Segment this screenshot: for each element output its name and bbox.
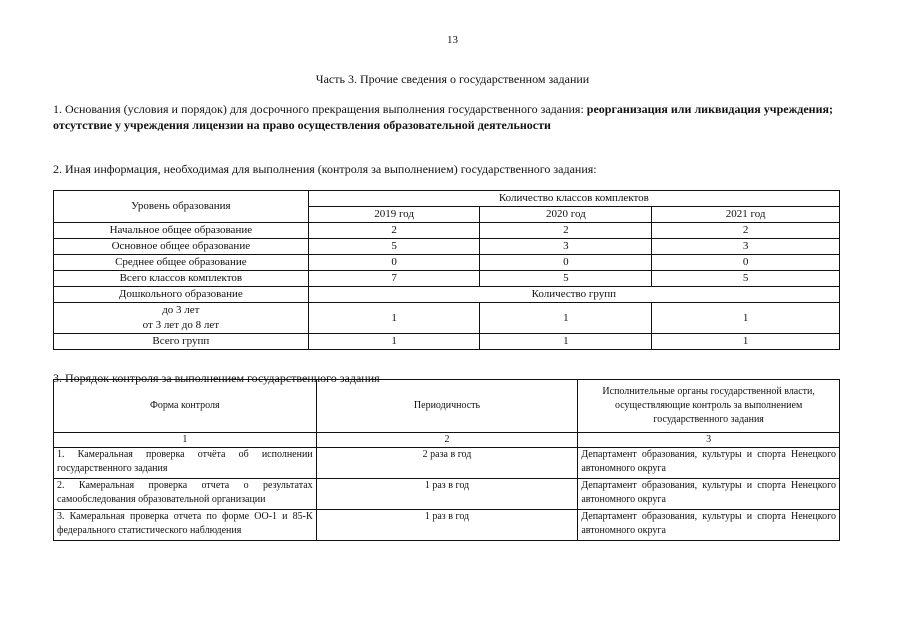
column-number: 2 bbox=[316, 433, 578, 448]
cell-value: 1 bbox=[480, 303, 652, 334]
control-header-row bbox=[54, 380, 840, 433]
control-form: 2. Камеральная проверка отчета о результатах самообследования образовательной организации bbox=[54, 479, 317, 510]
column-number: 1 bbox=[54, 433, 317, 448]
age-3-to-8: от 3 лет до 8 лет bbox=[142, 319, 220, 331]
control-period: 1 раз в год bbox=[316, 479, 578, 510]
termination-grounds-reasons: реорганизация или ликвидация учреждения; отсутствие у учреждения лицензии на право осуществления образовательной деятельности bbox=[53, 102, 833, 132]
cell-value: 2 bbox=[652, 223, 840, 239]
cell-value: 1 bbox=[652, 303, 840, 334]
control-org: Департамент образования, культуры и спорта Ненецкого автономного округа bbox=[578, 510, 840, 541]
classes-table bbox=[53, 190, 840, 350]
cell-value: 1 bbox=[308, 334, 480, 350]
table-row bbox=[54, 303, 840, 334]
control-form: 1. Камеральная проверка отчёта об исполнении государственного задания bbox=[54, 448, 317, 479]
cell-value: 1 bbox=[480, 334, 652, 350]
cell-value: 1 bbox=[652, 334, 840, 350]
header-level: Уровень образования bbox=[54, 191, 309, 223]
table-row bbox=[54, 448, 840, 479]
age-group-label bbox=[54, 303, 309, 334]
other-info-heading: 2. Иная информация, необходимая для выполнения (контроля за выполнением) государственного задания: bbox=[53, 162, 597, 176]
control-numbers-row bbox=[54, 433, 840, 448]
cell-value: 2 bbox=[308, 223, 480, 239]
cell-value: 5 bbox=[308, 239, 480, 255]
control-period: 2 раза в год bbox=[316, 448, 578, 479]
preschool-label: Дошкольного образование bbox=[54, 287, 309, 303]
cell-value: 5 bbox=[480, 271, 652, 287]
cell-value: 3 bbox=[652, 239, 840, 255]
table-row bbox=[54, 239, 840, 255]
header-period: Периодичность bbox=[316, 380, 578, 433]
row-label: Основное общее образование bbox=[54, 239, 309, 255]
cell-value: 3 bbox=[480, 239, 652, 255]
control-org: Департамент образования, культуры и спорта Ненецкого автономного округа bbox=[578, 448, 840, 479]
header-form: Форма контроля bbox=[54, 380, 317, 433]
termination-grounds bbox=[53, 101, 853, 133]
column-number: 3 bbox=[578, 433, 840, 448]
table-row bbox=[54, 223, 840, 239]
cell-value: 5 bbox=[652, 271, 840, 287]
row-label: Всего групп bbox=[54, 334, 309, 350]
year-2021: 2021 год bbox=[652, 207, 840, 223]
termination-grounds-prefix: 1. Основания (условия и порядок) для досрочного прекращения выполнения государственного задания: bbox=[53, 102, 587, 116]
cell-value: 1 bbox=[308, 303, 480, 334]
cell-value: 0 bbox=[308, 255, 480, 271]
cell-value: 2 bbox=[480, 223, 652, 239]
table-row bbox=[54, 255, 840, 271]
cell-value: 0 bbox=[480, 255, 652, 271]
row-label: Среднее общее образование bbox=[54, 255, 309, 271]
page-number: 13 bbox=[447, 34, 458, 46]
table-row bbox=[54, 479, 840, 510]
row-label: Начальное общее образование bbox=[54, 223, 309, 239]
header-count: Количество классов комплектов bbox=[308, 191, 839, 207]
year-2020: 2020 год bbox=[480, 207, 652, 223]
classes-header-row bbox=[54, 191, 840, 207]
header-org: Исполнительные органы государственной власти, осуществляющие контроль за выполнением государственного задания bbox=[578, 380, 840, 433]
age-under-3: до 3 лет bbox=[162, 304, 200, 316]
control-table bbox=[53, 379, 840, 541]
control-form: 3. Камеральная проверка отчета по форме ОО-1 и 85-К федерального статистического наблюдения bbox=[54, 510, 317, 541]
preschool-header-row bbox=[54, 287, 840, 303]
control-period: 1 раз в год bbox=[316, 510, 578, 541]
table-row bbox=[54, 510, 840, 541]
table-row bbox=[54, 334, 840, 350]
year-2019: 2019 год bbox=[308, 207, 480, 223]
table-row bbox=[54, 271, 840, 287]
cell-value: 0 bbox=[652, 255, 840, 271]
part-title: Часть 3. Прочие сведения о государственном задании bbox=[315, 72, 590, 86]
control-org: Департамент образования, культуры и спорта Ненецкого автономного округа bbox=[578, 479, 840, 510]
row-label: Всего классов комплектов bbox=[54, 271, 309, 287]
control-procedure-heading: 3. Порядок контроля за выполнением государственного задания bbox=[53, 371, 380, 385]
groups-label: Количество групп bbox=[308, 287, 839, 303]
cell-value: 7 bbox=[308, 271, 480, 287]
